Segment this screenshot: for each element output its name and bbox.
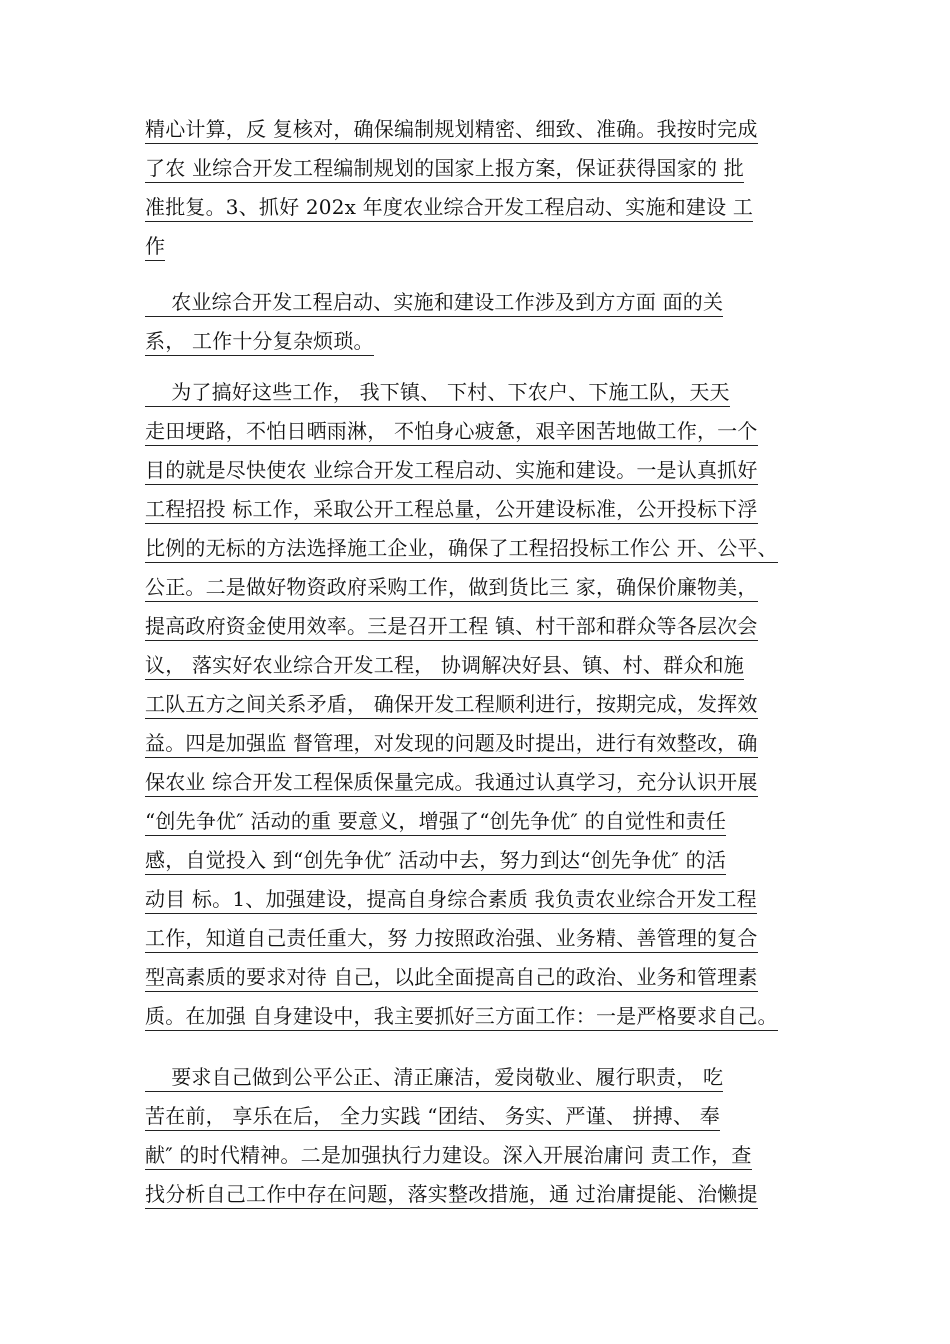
text-line: 益。四是加强监 督管理，对发现的问题及时提出，进行有效整改，确: [145, 724, 845, 763]
text-line: 为了搞好这些工作， 我下镇、 下村、下农户、下施工队，天天: [145, 373, 845, 412]
paragraph-2: [145, 283, 845, 361]
text-line: 型高素质的要求对待 自己，以此全面提高自己的政治、业务和管理素: [145, 958, 845, 997]
paragraph-4: [145, 1058, 845, 1214]
text-line: 感，自觉投入 到“创先争优″ 活动中去，努力到达“创先争优″ 的活: [145, 841, 845, 880]
paragraph-1: [145, 110, 845, 266]
text-line: 找分析自己工作中存在问题，落实整改措施，通 过治庸提能、治懒提: [145, 1175, 845, 1214]
text-line: 质。在加强 自身建设中，我主要抓好三方面工作：一是严格要求自己。: [145, 997, 845, 1036]
paragraph-3: [145, 373, 845, 1036]
text-line: 苦在前， 享乐在后， 全力实践 “团结、 务实、严谨、 拼搏、 奉: [145, 1097, 845, 1136]
text-line: 走田埂路，不怕日晒雨淋， 不怕身心疲惫，艰辛困苦地做工作，一个: [145, 412, 845, 451]
text-line: 议， 落实好农业综合开发工程， 协调解决好县、镇、村、群众和施: [145, 646, 845, 685]
text-line: 精心计算，反 复核对，确保编制规划精密、细致、准确。我按时完成: [145, 110, 845, 149]
text-line: 要求自己做到公平公正、清正廉洁，爱岗敬业、履行职责， 吃: [145, 1058, 845, 1097]
text-line: 动目 标。1、加强建设，提高自身综合素质 我负责农业综合开发工程: [145, 880, 845, 919]
text-line: 保农业 综合开发工程保质保量完成。我通过认真学习，充分认识开展: [145, 763, 845, 802]
text-line: 工队五方之间关系矛盾， 确保开发工程顺利进行，按期完成，发挥效: [145, 685, 845, 724]
text-line: 工程招投 标工作，采取公开工程总量，公开建设标准，公开投标下浮: [145, 490, 845, 529]
text-line: 农业综合开发工程启动、实施和建设工作涉及到方方面 面的关: [145, 283, 845, 322]
text-line: 系， 工作十分复杂烦琐。: [145, 322, 845, 361]
text-line: 作: [145, 227, 845, 266]
text-line: 目的就是尽快使农 业综合开发工程启动、实施和建设。一是认真抓好: [145, 451, 845, 490]
text-line: 工作，知道自己责任重大，努 力按照政治强、业务精、善管理的复合: [145, 919, 845, 958]
text-line: 公正。二是做好物资政府采购工作，做到货比三 家，确保价廉物美，: [145, 568, 845, 607]
text-line: 准批复。3、抓好 202x 年度农业综合开发工程启动、实施和建设 工: [145, 188, 845, 227]
text-line: 比例的无标的方法选择施工企业，确保了工程招投标工作公 开、公平、: [145, 529, 845, 568]
text-line: 提高政府资金使用效率。三是召开工程 镇、村干部和群众等各层次会: [145, 607, 845, 646]
text-line: “创先争优″ 活动的重 要意义，增强了“创先争优″ 的自觉性和责任: [145, 802, 845, 841]
text-line: 了农 业综合开发工程编制规划的国家上报方案，保证获得国家的 批: [145, 149, 845, 188]
text-line: 献″ 的时代精神。二是加强执行力建设。深入开展治庸问 责工作，查: [145, 1136, 845, 1175]
